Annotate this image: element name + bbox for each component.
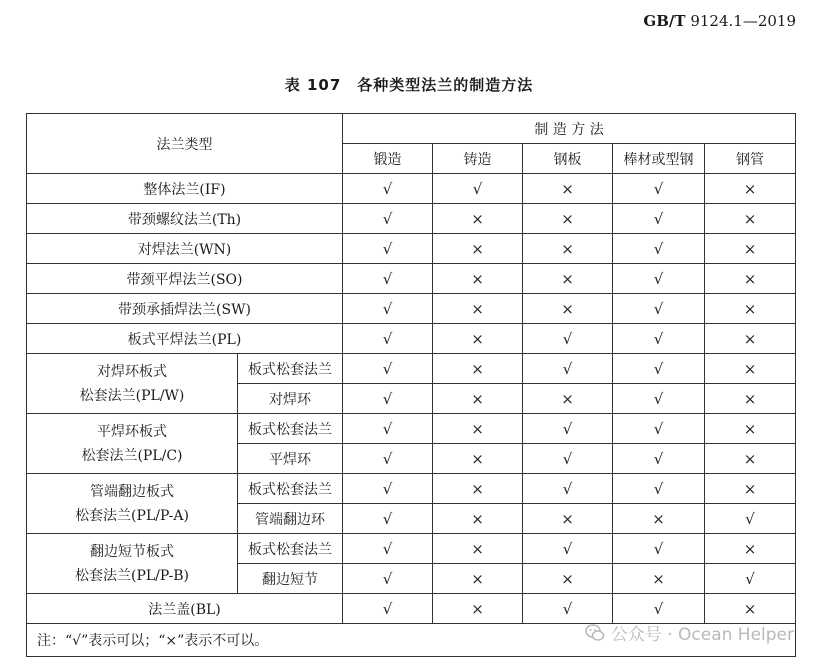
flange-group-label (27, 474, 238, 534)
method-mark: × (705, 594, 796, 624)
method-mark: √ (613, 384, 705, 414)
method-mark: × (523, 504, 613, 534)
flange-part-label: 平焊环 (238, 444, 343, 474)
method-mark: × (433, 234, 523, 264)
method-mark: √ (343, 264, 433, 294)
method-mark: √ (613, 324, 705, 354)
method-mark: × (705, 294, 796, 324)
method-mark: × (433, 594, 523, 624)
flange-type-label: 对焊法兰(WN) (27, 234, 343, 264)
method-mark: × (705, 414, 796, 444)
method-mark: × (523, 204, 613, 234)
method-mark: √ (613, 294, 705, 324)
header-method: 锻造 (343, 144, 433, 174)
method-mark: √ (613, 204, 705, 234)
method-mark: √ (343, 324, 433, 354)
watermark-text: 公众号 · Ocean Helper (610, 625, 794, 645)
method-mark: × (613, 564, 705, 594)
method-mark: √ (343, 354, 433, 384)
flange-method-table (26, 113, 796, 657)
method-mark: × (433, 324, 523, 354)
method-mark: × (433, 414, 523, 444)
method-mark: √ (523, 354, 613, 384)
flange-type-label: 法兰盖(BL) (27, 594, 343, 624)
flange-type-label: 带颈平焊法兰(SO) (27, 264, 343, 294)
group-label-line2: 松套法兰(PL/P-A) (75, 507, 189, 524)
method-mark: √ (613, 354, 705, 384)
method-mark: √ (523, 444, 613, 474)
wechat-icon (585, 623, 605, 643)
flange-type-label: 带颈螺纹法兰(Th) (27, 204, 343, 234)
method-mark: √ (343, 594, 433, 624)
method-mark: × (705, 234, 796, 264)
method-mark: √ (343, 564, 433, 594)
method-mark: √ (343, 474, 433, 504)
flange-type-label: 板式平焊法兰(PL) (27, 324, 343, 354)
table-title: 表 107 各种类型法兰的制造方法 (284, 76, 534, 94)
method-mark: × (523, 384, 613, 414)
method-mark: × (613, 504, 705, 534)
method-mark: × (433, 504, 523, 534)
flange-group-label (27, 354, 238, 414)
method-mark: √ (523, 324, 613, 354)
method-mark: √ (343, 414, 433, 444)
header-method: 钢板 (523, 144, 613, 174)
group-label-line2: 松套法兰(PL/P-B) (74, 567, 190, 584)
header-method: 棒材或型钢 (613, 144, 705, 174)
table-note: 注：“√”表示可以；“×”表示不可以。 (27, 624, 796, 657)
method-mark: √ (613, 174, 705, 204)
method-mark: √ (433, 174, 523, 204)
method-mark: × (705, 204, 796, 234)
method-mark: √ (705, 504, 796, 534)
flange-part-label: 对焊环 (238, 384, 343, 414)
header-method: 钢管 (705, 144, 796, 174)
method-mark: √ (343, 384, 433, 414)
table-row (27, 174, 796, 204)
flange-part-label: 管端翻边环 (238, 504, 343, 534)
method-mark: × (433, 474, 523, 504)
method-mark: √ (343, 204, 433, 234)
table-row (27, 474, 796, 504)
flange-part-label: 板式松套法兰 (238, 414, 343, 444)
method-mark: × (705, 324, 796, 354)
flange-part-label: 翻边短节 (238, 564, 343, 594)
method-mark: √ (343, 174, 433, 204)
flange-group-label (27, 534, 238, 594)
method-mark: √ (523, 594, 613, 624)
method-mark: × (705, 384, 796, 414)
method-mark: × (433, 564, 523, 594)
method-mark: × (433, 294, 523, 324)
table-row (27, 324, 796, 354)
flange-type-label: 整体法兰(IF) (27, 174, 343, 204)
method-mark: × (705, 474, 796, 504)
method-mark: √ (613, 414, 705, 444)
group-label-line1: 翻边短节板式 (90, 543, 174, 560)
flange-type-label: 带颈承插焊法兰(SW) (27, 294, 343, 324)
method-mark: √ (705, 564, 796, 594)
group-label-line1: 对焊环板式 (97, 363, 167, 380)
method-mark: √ (343, 504, 433, 534)
table-row (27, 594, 796, 624)
method-mark: × (433, 264, 523, 294)
method-mark: × (433, 444, 523, 474)
method-mark: × (705, 264, 796, 294)
method-mark: √ (343, 534, 433, 564)
method-mark: × (433, 204, 523, 234)
method-mark: √ (613, 264, 705, 294)
table-row (27, 294, 796, 324)
standard-number: 9124.1—2019 (690, 12, 796, 30)
header-flange-type: 法兰类型 (27, 114, 343, 174)
table-row (27, 234, 796, 264)
method-mark: √ (613, 444, 705, 474)
header-method-group: 制 造 方 法 (343, 114, 796, 144)
method-mark: √ (523, 534, 613, 564)
table-row (27, 354, 796, 384)
method-mark: √ (343, 234, 433, 264)
method-mark: × (523, 264, 613, 294)
method-mark: × (523, 234, 613, 264)
flange-part-label: 板式松套法兰 (238, 534, 343, 564)
method-mark: × (705, 444, 796, 474)
method-mark: √ (613, 234, 705, 264)
method-mark: √ (343, 444, 433, 474)
group-label-line2: 松套法兰(PL/C) (81, 447, 183, 464)
flange-group-label (27, 414, 238, 474)
method-mark: × (523, 294, 613, 324)
method-mark: √ (613, 594, 705, 624)
method-mark: × (433, 534, 523, 564)
method-mark: × (433, 384, 523, 414)
flange-part-label: 板式松套法兰 (238, 474, 343, 504)
group-label-line2: 松套法兰(PL/W) (79, 387, 185, 404)
header-method: 铸造 (433, 144, 523, 174)
table-row (27, 414, 796, 444)
method-mark: √ (523, 414, 613, 444)
method-mark: × (705, 354, 796, 384)
method-mark: √ (613, 534, 705, 564)
method-mark: × (705, 534, 796, 564)
method-mark: √ (613, 474, 705, 504)
group-label-line1: 平焊环板式 (97, 423, 167, 440)
method-mark: × (523, 564, 613, 594)
watermark (585, 620, 794, 645)
group-label-line1: 管端翻边板式 (90, 483, 174, 500)
standard-code (643, 12, 796, 30)
table-row (27, 204, 796, 234)
method-mark: × (523, 174, 613, 204)
method-mark: × (433, 354, 523, 384)
method-mark: √ (343, 294, 433, 324)
standard-prefix: GB/T (643, 12, 686, 30)
table-row (27, 534, 796, 564)
table-row (27, 264, 796, 294)
method-mark: × (705, 174, 796, 204)
method-mark: √ (523, 474, 613, 504)
flange-part-label: 板式松套法兰 (238, 354, 343, 384)
